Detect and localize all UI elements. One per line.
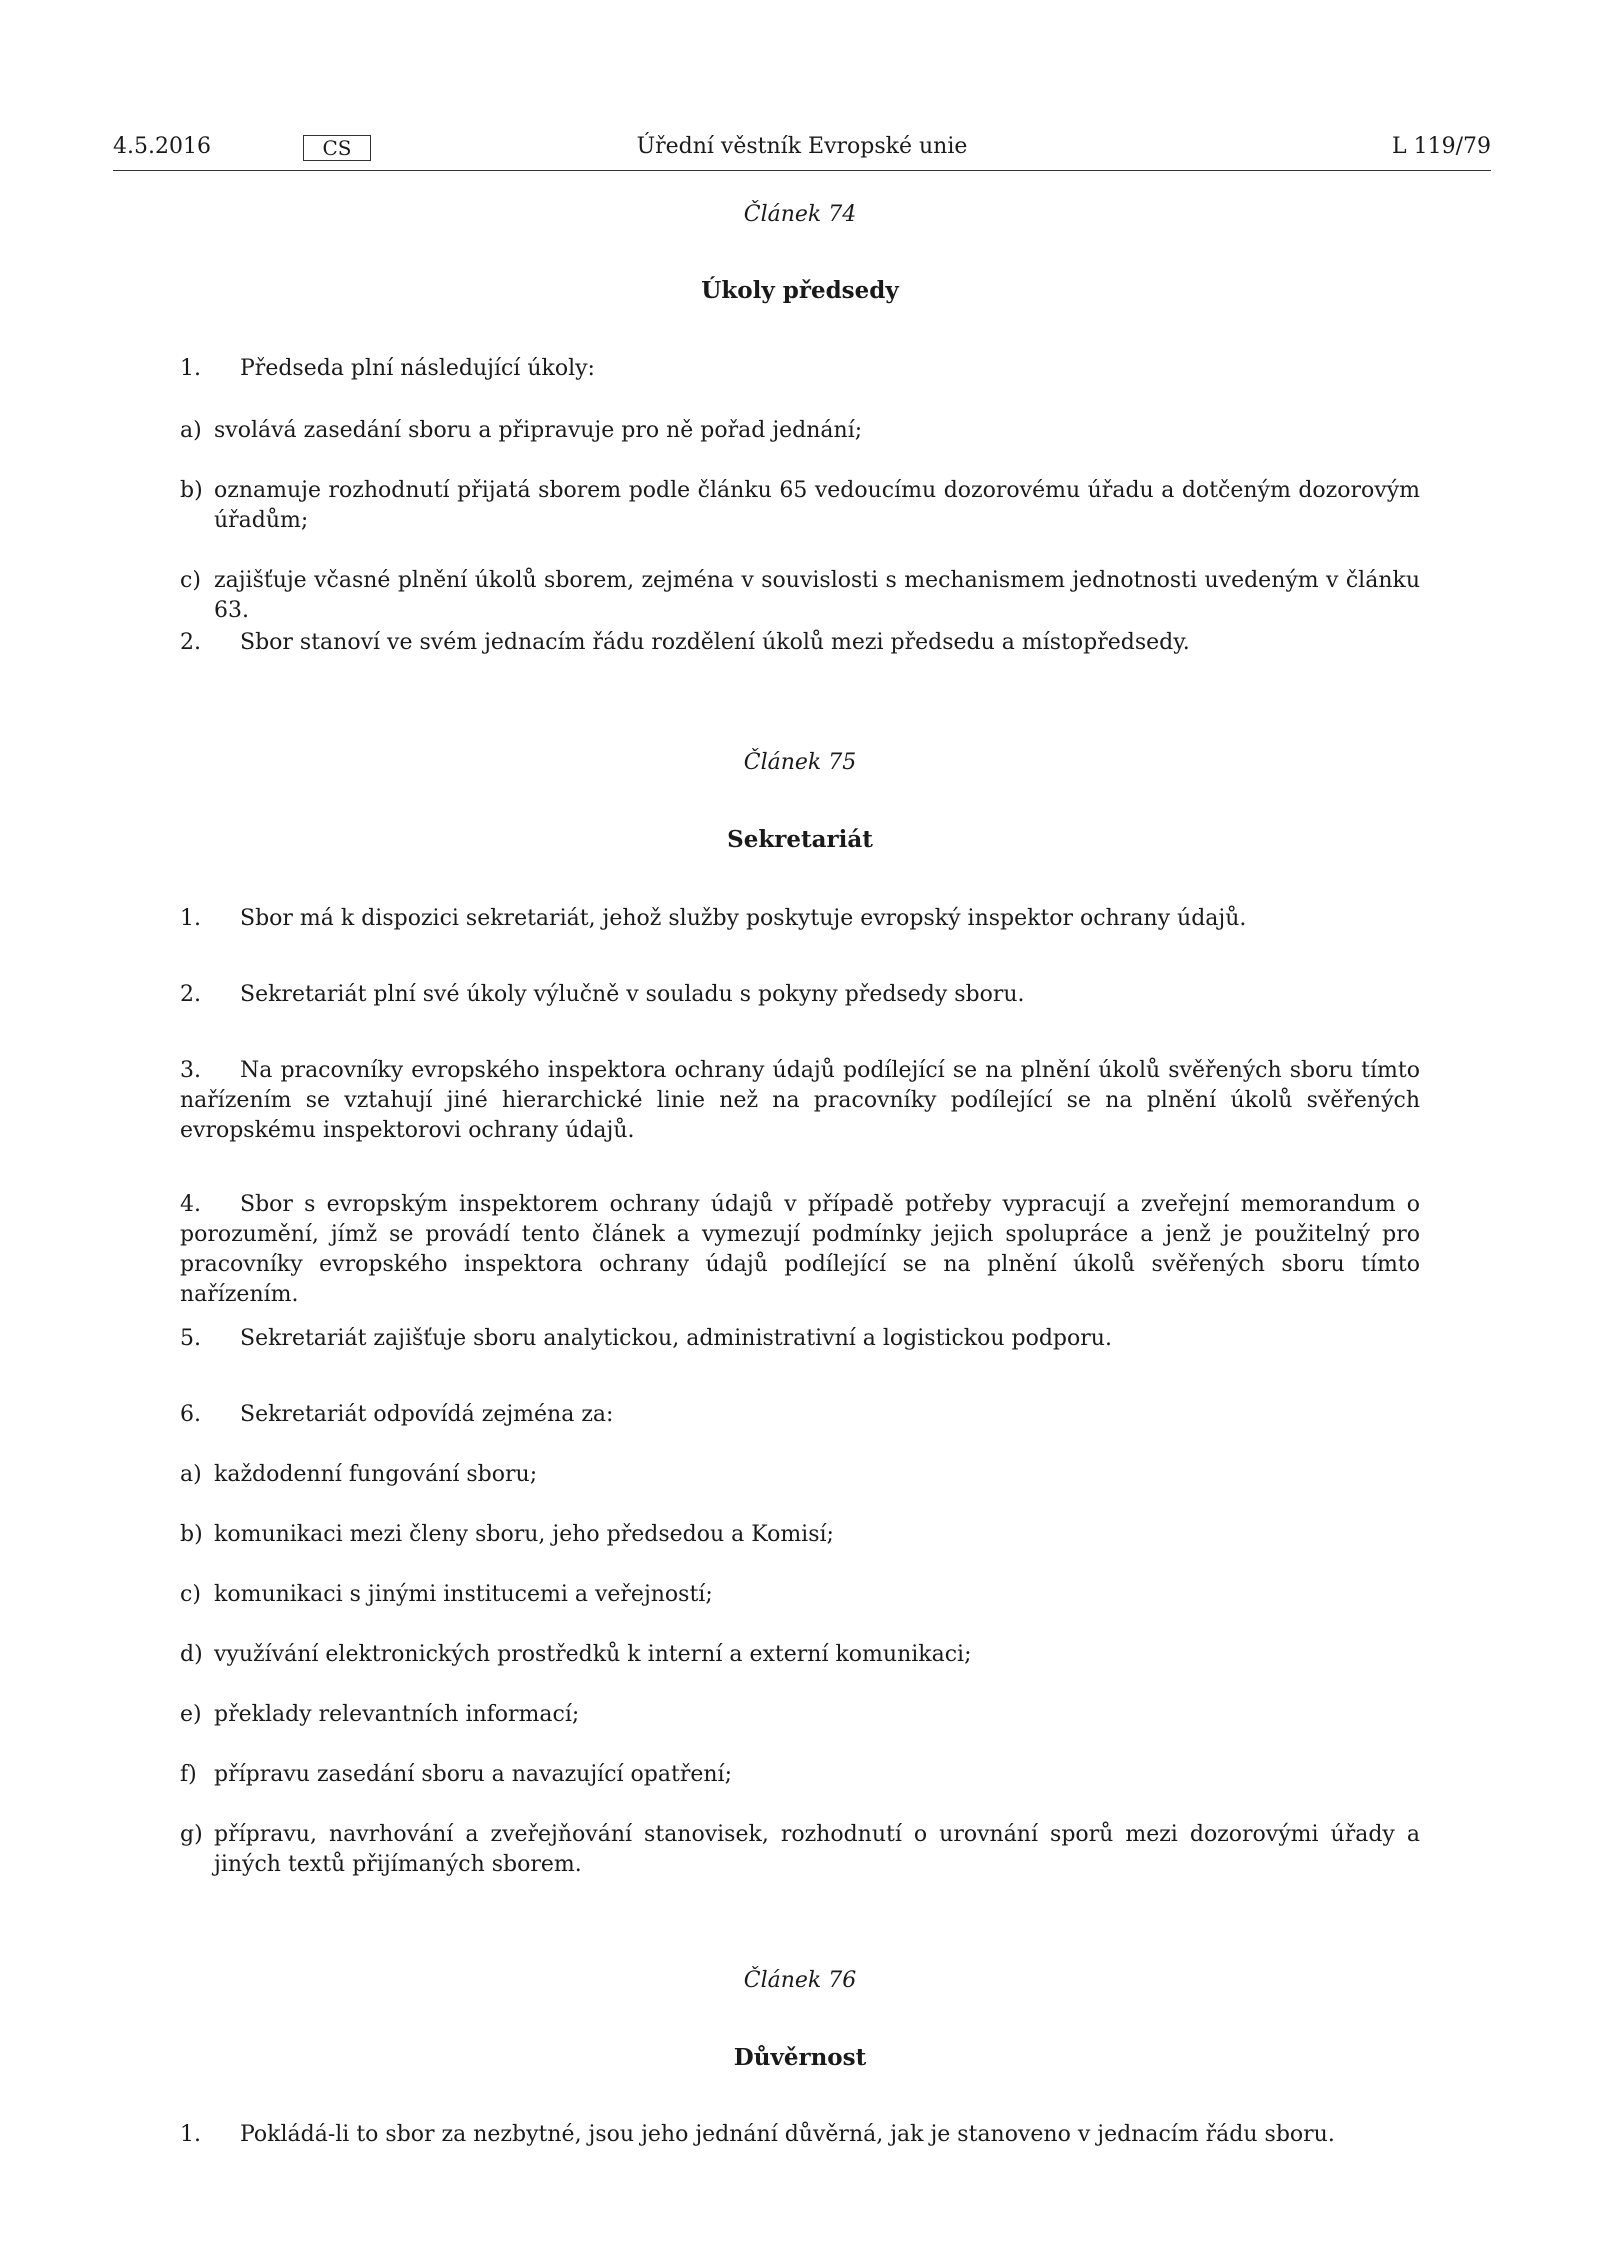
item-text: přípravu, navrhování a zveřejňování stanovisek, rozhodnutí o urovnání sporů mezi dozorovými úřady a jiných textů přijímaných sborem. [214,1822,1420,1877]
item-label: f) [180,1762,197,1787]
article-title: Sekretariát [727,826,873,853]
paragraph-text: Pokládá-li to sbor za nezbytné, jsou jeho jednání důvěrná, jak je stanoveno v jednacím řádu sboru. [240,2122,1335,2147]
paragraph-text: Sbor stanoví ve svém jednacím řádu rozdělení úkolů mezi předsedu a místopředsedy. [240,630,1190,655]
item-text: každodenní fungování sboru; [214,1462,538,1487]
paragraph-number: 1. [180,2122,201,2147]
paragraph-number: 3. [180,1058,201,1083]
list-item [180,1700,1420,1730]
list-item [180,1520,1420,1550]
item-label: e) [180,1702,202,1727]
paragraph-text: Sekretariát odpovídá zejména za: [240,1402,614,1427]
item-text: oznamuje rozhodnutí přijatá sborem podle článku 65 vedoucímu dozorovému úřadu a dotčeným dozorovým úřadům; [214,478,1420,533]
item-text: komunikaci s jinými institucemi a veřejností; [214,1582,713,1607]
item-label: a) [180,1462,202,1487]
paragraph-text: Sbor s evropským inspektorem ochrany údajů v případě potřeby vypracují a zveřejní memorandum o porozumění, jímž se provádí tento článek a vymezují podmínky jejich spolupráce a jenž je použitelný pro pracovníky evropského inspektora ochrany údajů podílející se na plnění úkolů svěřených sboru tímto nařízením. [180,1192,1420,1307]
header-date: 4.5.2016 [113,134,211,159]
list-item [180,1580,1420,1610]
item-label: d) [180,1642,203,1667]
article-title: Úkoly předsedy [701,277,899,304]
paragraph-number: 5. [180,1326,201,1351]
paragraph-text: Sekretariát zajišťuje sboru analytickou, administrativní a logistickou podporu. [240,1326,1112,1351]
item-text: překlady relevantních informací; [214,1702,580,1727]
paragraph [180,628,1420,658]
item-text: komunikaci mezi členy sboru, jeho předsedou a Komisí; [214,1522,834,1547]
list-item [180,1640,1420,1670]
page-reference: L 119/79 [1392,134,1491,159]
article-number: Článek 75 [743,750,857,775]
item-text: svolává zasedání sboru a připravuje pro ně pořad jednání; [214,418,863,443]
paragraph-number: 6. [180,1402,201,1427]
paragraph-text: Sekretariát plní své úkoly výlučně v souladu s pokyny předsedy sboru. [240,982,1025,1007]
item-text: využívání elektronických prostředků k interní a externí komunikaci; [214,1642,972,1667]
journal-title: Úřední věstník Evropské unie [636,134,968,159]
paragraph [180,904,1420,934]
article-number: Článek 76 [743,1968,857,1993]
language-badge: CS [303,135,371,161]
list-item [180,1820,1420,1880]
item-text: zajišťuje včasné plnění úkolů sborem, zejména v souvislosti s mechanismem jednotnosti uvedeným v článku 63. [214,568,1420,623]
list-item [180,1460,1420,1490]
item-label: b) [180,478,203,503]
paragraph-text: Sbor má k dispozici sekretariát, jehož služby poskytuje evropský inspektor ochrany údajů. [240,906,1247,931]
item-label: a) [180,418,202,443]
paragraph [180,1400,1420,1430]
list-item [180,566,1420,626]
paragraph-text: Na pracovníky evropského inspektora ochrany údajů podílející se na plnění úkolů svěřených sboru tímto nařízením se vztahují jiné hierarchické linie než na pracovníky podílející se na plnění úkolů svěřených evropskému inspektorovi ochrany údajů. [180,1058,1420,1143]
paragraph-text: Předseda plní následující úkoly: [240,356,595,381]
item-label: c) [180,568,201,593]
article-title: Důvěrnost [733,2044,867,2071]
paragraph-number: 1. [180,906,201,931]
paragraph-number: 4. [180,1192,201,1217]
paragraph-number: 2. [180,630,201,655]
paragraph [180,1324,1420,1354]
paragraph-number: 1. [180,356,201,381]
paragraph [180,354,1420,384]
item-label: g) [180,1822,203,1847]
item-text: přípravu zasedání sboru a navazující opatření; [214,1762,732,1787]
paragraph [180,1056,1420,1146]
paragraph [180,1190,1420,1310]
list-item [180,1760,1420,1790]
list-item [180,416,1420,446]
item-label: c) [180,1582,201,1607]
page-header [113,130,1491,171]
article-number: Článek 74 [743,202,857,227]
paragraph-number: 2. [180,982,201,1007]
list-item [180,476,1420,536]
paragraph [180,2120,1420,2150]
item-label: b) [180,1522,203,1547]
paragraph [180,980,1420,1010]
